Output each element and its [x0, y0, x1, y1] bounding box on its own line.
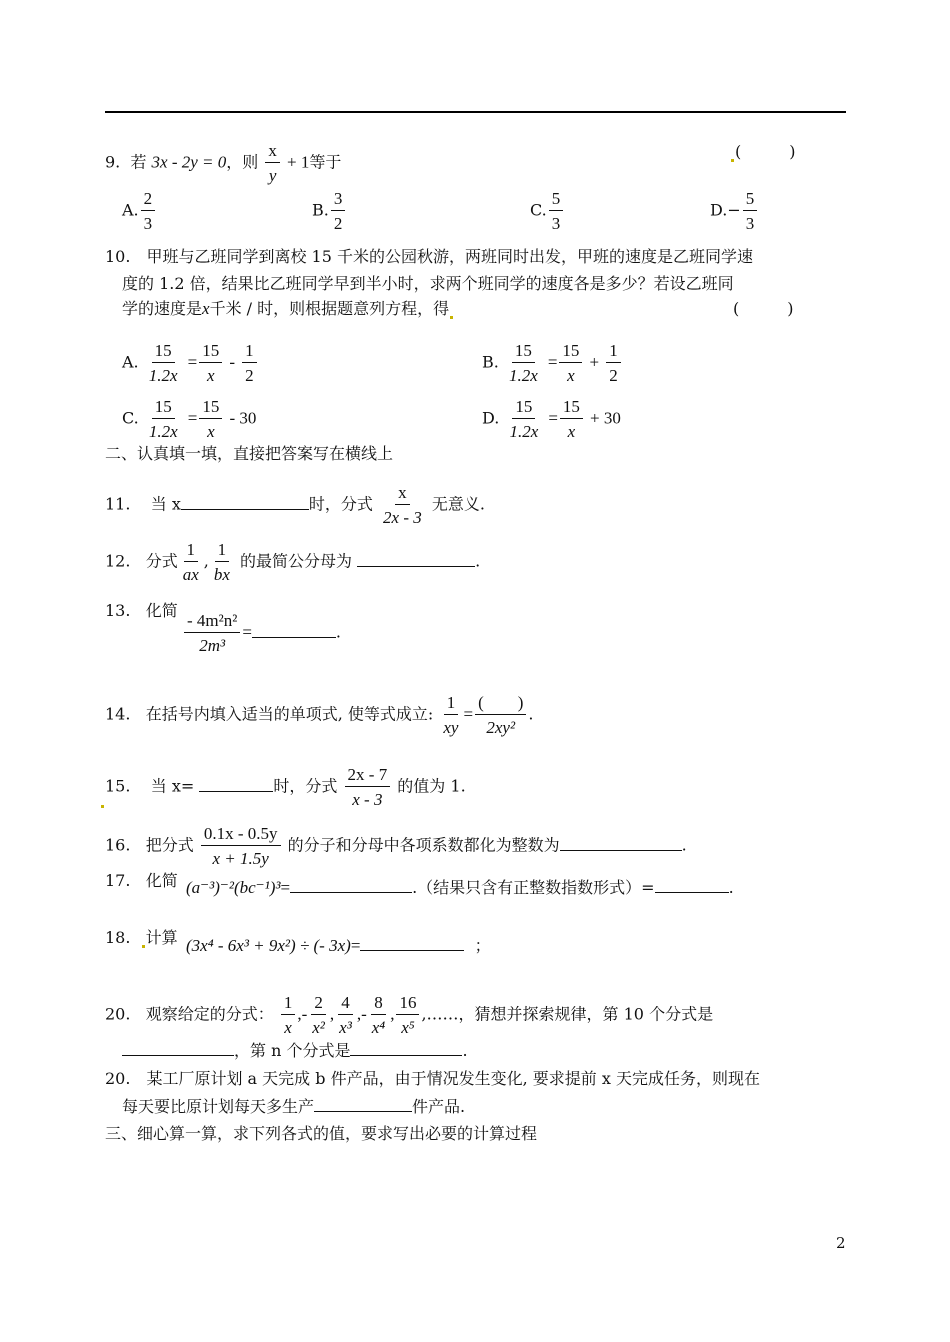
answer-blank	[360, 936, 464, 951]
question-12: 12. 分式 $\frac{1}{ax}$ , $\frac{1}{bx}$ 的最简公分母为 .	[105, 540, 481, 584]
question-11: 11. 当 x 时，分式 $\frac{x}{2x - 3}$ 无意义.	[105, 483, 485, 527]
answer-blank	[199, 777, 273, 792]
question-15: 15. 当 x= 时，分式 $\frac{2x - 7}{x - 3}$ 的值为 1.	[100, 766, 466, 808]
answer-blank	[655, 878, 729, 893]
answer-blank	[357, 552, 475, 567]
question-observe-fractions: 20. 观察给定的分式： $\frac{1}{x}$ ,- $\frac{2}{\text{x²}}$ , $\frac{4}{\text{x³}}$ ,- $\frac{8}{\text{x⁴}}$ , $\frac{16}{\text{x⁵}}$ ,……，猜想并探索规律，第 10 个分式是	[105, 993, 714, 1037]
section-2-heading: 二、认真填一填，直接把答案写在横线上	[105, 444, 394, 463]
answer-blank	[560, 836, 682, 851]
question-18: 18. 计算	[105, 928, 178, 947]
q9-option-d: D.− $\frac{5}{3}$	[710, 190, 759, 232]
header-rule	[105, 111, 846, 113]
q10-option-a: A. $\frac{15}{1.2x}$ = $\frac{15}{x}$ - $\frac{1}{2}$	[122, 342, 259, 384]
answer-blank	[122, 1041, 234, 1056]
q18-expression: (3x⁴ - 6x³ + 9x²) ÷ (- 3x)= ；	[186, 936, 491, 955]
q20-line-1: 20. 某工厂原计划 a 天完成 b 件产品，由于情况发生变化, 要求提前 x 天完成任务，则现在	[105, 1069, 760, 1088]
answer-blank	[314, 1097, 412, 1112]
q9-option-a: A. $\frac{2}{3}$	[122, 190, 157, 232]
q20-line-2: 每天要比原计划每天多生产 件产品.	[122, 1097, 466, 1116]
answer-blank	[350, 1041, 462, 1056]
question-13: 13. 化简	[105, 601, 178, 620]
q9-option-b: B. $\frac{3}{2}$	[312, 190, 347, 232]
q9-option-c: C. $\frac{5}{3}$	[530, 190, 565, 232]
question-17: 17. 化简	[105, 871, 178, 890]
answer-blank	[290, 878, 412, 893]
page-number: 2	[836, 1234, 846, 1252]
answer-blank	[252, 623, 336, 638]
q10-option-d: D. $\frac{15}{1.2x}$ = $\frac{15}{x}$ + 30	[482, 397, 621, 441]
section-3-heading: 三、细心算一算，求下列各式的值，要求写出必要的计算过程	[105, 1124, 538, 1143]
q9-answer-paren: ( )	[730, 142, 796, 162]
q13-expression: $\frac{\text{- 4m²n²}}{\text{2m³}}$ = .	[182, 612, 341, 654]
q10-answer-paren: ( )	[733, 299, 794, 318]
q10-line-1: 10. 甲班与乙班同学到离校 15 千米的公园秋游，两班同时出发，甲班的速度是乙班同学速	[105, 247, 753, 266]
fraction-x-over-y: $\frac{x}{y}$	[265, 142, 280, 184]
question-14: 14. 在括号内填入适当的单项式, 使等式成立: $\frac{1}{xy}$ = $\frac{( )}{\text{2xy²}}$ .	[105, 693, 534, 737]
q10-line-3: 学的速度是x千米 / 时，则根据题意列方程，得	[122, 299, 454, 319]
answer-blank	[181, 495, 309, 510]
q10-option-c: C. $\frac{15}{1.2x}$ = $\frac{15}{x}$ - 30	[122, 397, 257, 441]
question-16: 16. 把分式 $\frac{0.1x - 0.5y}{x + 1.5y}$ 的分子和分母中各项系数都化为整数为 .	[105, 824, 687, 868]
question-9: 9. 若 3x - 2y = 0，则 $\frac{x}{y}$ + 1等于	[105, 141, 342, 185]
q10-option-b: B. $\frac{15}{1.2x}$ = $\frac{15}{x}$ + $\frac{1}{2}$	[482, 342, 623, 384]
q10-line-2: 度的 1.2 倍，结果比乙班同学早到半小时，求两个班同学的速度各是多少？若设乙班同	[122, 274, 734, 293]
q-observe-line-2: ，第 n 个分式是 .	[122, 1041, 468, 1061]
q17-expression: (a⁻³)⁻²(bc⁻¹)³= .（结果只含有正整数指数形式）= .	[186, 878, 734, 897]
